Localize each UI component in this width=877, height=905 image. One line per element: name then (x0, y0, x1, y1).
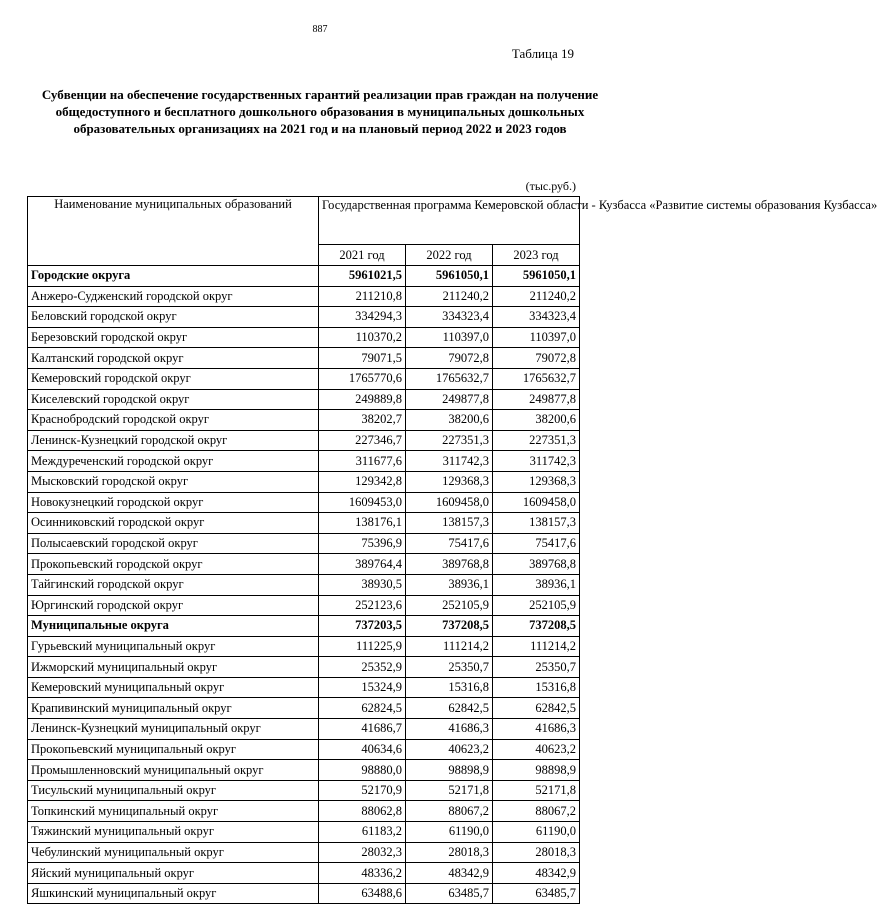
value-2022-cell: 111214,2 (406, 636, 493, 657)
table-row (28, 863, 580, 884)
value-2021-cell: 334294,3 (319, 307, 406, 328)
table-row (28, 883, 580, 904)
value-2021-cell: 110370,2 (319, 327, 406, 348)
value-2021-cell: 41686,7 (319, 719, 406, 740)
value-2021-cell: 15324,9 (319, 677, 406, 698)
row-name-cell: Яшкинский муниципальный округ (28, 883, 319, 904)
value-2021-cell: 211210,8 (319, 286, 406, 307)
row-name-cell: Киселевский городской округ (28, 389, 319, 410)
value-2023-cell: 28018,3 (493, 842, 580, 863)
value-2021-cell: 75396,9 (319, 533, 406, 554)
row-name-cell: Городские округа (28, 266, 319, 287)
row-name-cell: Междуреченский городской округ (28, 451, 319, 472)
value-2022-cell: 211240,2 (406, 286, 493, 307)
value-2021-cell: 38930,5 (319, 574, 406, 595)
table-row (28, 595, 580, 616)
table-row (28, 657, 580, 678)
row-name-cell: Кемеровский городской округ (28, 368, 319, 389)
value-2023-cell: 249877,8 (493, 389, 580, 410)
page-number: 887 (312, 24, 328, 35)
value-2022-cell: 737208,5 (406, 616, 493, 637)
value-2023-cell: 79072,8 (493, 348, 580, 369)
table-row (28, 348, 580, 369)
row-name-cell: Краснобродский городской округ (28, 410, 319, 431)
value-2023-cell: 252105,9 (493, 595, 580, 616)
row-name-cell: Анжеро-Судженский городской округ (28, 286, 319, 307)
value-2021-cell: 38202,7 (319, 410, 406, 431)
value-2023-cell: 334323,4 (493, 307, 580, 328)
value-2022-cell: 389768,8 (406, 554, 493, 575)
value-2023-cell: 5961050,1 (493, 266, 580, 287)
value-2022-cell: 88067,2 (406, 801, 493, 822)
value-2023-cell: 38200,6 (493, 410, 580, 431)
value-2021-cell: 252123,6 (319, 595, 406, 616)
table-row (28, 368, 580, 389)
value-2022-cell: 40623,2 (406, 739, 493, 760)
header-program: Государственная программа Кемеровской области - Кузбасса «Развитие системы образования Кузбасса» (319, 197, 580, 245)
table-body (28, 266, 580, 904)
table-group-row (28, 616, 580, 637)
table-row (28, 822, 580, 843)
row-name-cell: Топкинский муниципальный округ (28, 801, 319, 822)
value-2022-cell: 252105,9 (406, 595, 493, 616)
header-year-2022: 2022 год (406, 245, 493, 266)
header-year-2021: 2021 год (319, 245, 406, 266)
value-2023-cell: 25350,7 (493, 657, 580, 678)
row-name-cell: Чебулинский муниципальный округ (28, 842, 319, 863)
value-2022-cell: 38200,6 (406, 410, 493, 431)
table-row (28, 430, 580, 451)
value-2023-cell: 227351,3 (493, 430, 580, 451)
value-2022-cell: 28018,3 (406, 842, 493, 863)
value-2023-cell: 75417,6 (493, 533, 580, 554)
row-name-cell: Калтанский городской округ (28, 348, 319, 369)
table-row (28, 451, 580, 472)
value-2023-cell: 52171,8 (493, 780, 580, 801)
value-2022-cell: 334323,4 (406, 307, 493, 328)
table-row (28, 574, 580, 595)
value-2021-cell: 311677,6 (319, 451, 406, 472)
row-name-cell: Гурьевский муниципальный округ (28, 636, 319, 657)
value-2023-cell: 211240,2 (493, 286, 580, 307)
table-group-row (28, 266, 580, 287)
table-row (28, 471, 580, 492)
row-name-cell: Осинниковский городской округ (28, 513, 319, 534)
value-2022-cell: 110397,0 (406, 327, 493, 348)
row-name-cell: Мысковский городской округ (28, 471, 319, 492)
row-name-cell: Кемеровский муниципальный округ (28, 677, 319, 698)
value-2022-cell: 52171,8 (406, 780, 493, 801)
value-2021-cell: 48336,2 (319, 863, 406, 884)
value-2022-cell: 311742,3 (406, 451, 493, 472)
row-name-cell: Тайгинский городской округ (28, 574, 319, 595)
table-row (28, 327, 580, 348)
value-2022-cell: 5961050,1 (406, 266, 493, 287)
units-label: (тыс.руб.) (525, 179, 576, 193)
table-row (28, 554, 580, 575)
value-2022-cell: 63485,7 (406, 883, 493, 904)
row-name-cell: Березовский городской округ (28, 327, 319, 348)
row-name-cell: Муниципальные округа (28, 616, 319, 637)
value-2023-cell: 737208,5 (493, 616, 580, 637)
row-name-cell: Прокопьевский городской округ (28, 554, 319, 575)
table-row (28, 636, 580, 657)
row-name-cell: Ленинск-Кузнецкий городской округ (28, 430, 319, 451)
table-row (28, 739, 580, 760)
value-2021-cell: 129342,8 (319, 471, 406, 492)
table-row (28, 513, 580, 534)
value-2023-cell: 1765632,7 (493, 368, 580, 389)
value-2021-cell: 227346,7 (319, 430, 406, 451)
row-name-cell: Беловский городской округ (28, 307, 319, 328)
value-2021-cell: 61183,2 (319, 822, 406, 843)
row-name-cell: Новокузнецкий городской округ (28, 492, 319, 513)
row-name-cell: Крапивинский муниципальный округ (28, 698, 319, 719)
value-2021-cell: 98880,0 (319, 760, 406, 781)
value-2021-cell: 389764,4 (319, 554, 406, 575)
row-name-cell: Ленинск-Кузнецкий муниципальный округ (28, 719, 319, 740)
value-2022-cell: 129368,3 (406, 471, 493, 492)
value-2023-cell: 38936,1 (493, 574, 580, 595)
value-2021-cell: 40634,6 (319, 739, 406, 760)
value-2021-cell: 52170,9 (319, 780, 406, 801)
table-row (28, 410, 580, 431)
value-2022-cell: 25350,7 (406, 657, 493, 678)
value-2021-cell: 1765770,6 (319, 368, 406, 389)
table-label: Таблица 19 (511, 46, 574, 61)
value-2021-cell: 63488,6 (319, 883, 406, 904)
value-2022-cell: 1765632,7 (406, 368, 493, 389)
value-2022-cell: 62842,5 (406, 698, 493, 719)
value-2022-cell: 138157,3 (406, 513, 493, 534)
table-row (28, 286, 580, 307)
value-2022-cell: 227351,3 (406, 430, 493, 451)
subvention-table (27, 196, 877, 904)
value-2021-cell: 1609453,0 (319, 492, 406, 513)
value-2023-cell: 110397,0 (493, 327, 580, 348)
value-2023-cell: 63485,7 (493, 883, 580, 904)
table-row (28, 492, 580, 513)
value-2023-cell: 61190,0 (493, 822, 580, 843)
value-2023-cell: 15316,8 (493, 677, 580, 698)
value-2021-cell: 138176,1 (319, 513, 406, 534)
table-row (28, 780, 580, 801)
table-row (28, 307, 580, 328)
document-title: Субвенции на обеспечение государственных гарантий реализации прав граждан на получение общедоступного и бесплатного дошкольного образования в муниципальных дошкольных образовательных организациях на 2021 год и на плановый период 2022 и 2023 годов (41, 87, 599, 136)
row-name-cell: Юргинский городской округ (28, 595, 319, 616)
row-name-cell: Прокопьевский муниципальный округ (28, 739, 319, 760)
value-2022-cell: 249877,8 (406, 389, 493, 410)
value-2023-cell: 1609458,0 (493, 492, 580, 513)
value-2023-cell: 311742,3 (493, 451, 580, 472)
value-2023-cell: 129368,3 (493, 471, 580, 492)
value-2021-cell: 28032,3 (319, 842, 406, 863)
value-2022-cell: 38936,1 (406, 574, 493, 595)
value-2021-cell: 5961021,5 (319, 266, 406, 287)
value-2023-cell: 48342,9 (493, 863, 580, 884)
row-name-cell: Яйский муниципальный округ (28, 863, 319, 884)
value-2022-cell: 15316,8 (406, 677, 493, 698)
value-2023-cell: 138157,3 (493, 513, 580, 534)
value-2021-cell: 249889,8 (319, 389, 406, 410)
value-2023-cell: 62842,5 (493, 698, 580, 719)
table-row (28, 842, 580, 863)
value-2022-cell: 1609458,0 (406, 492, 493, 513)
table-row (28, 677, 580, 698)
value-2021-cell: 62824,5 (319, 698, 406, 719)
value-2022-cell: 61190,0 (406, 822, 493, 843)
value-2023-cell: 40623,2 (493, 739, 580, 760)
value-2023-cell: 111214,2 (493, 636, 580, 657)
value-2023-cell: 389768,8 (493, 554, 580, 575)
value-2022-cell: 98898,9 (406, 760, 493, 781)
table-row (28, 801, 580, 822)
value-2021-cell: 88062,8 (319, 801, 406, 822)
header-year-2023: 2023 год (493, 245, 580, 266)
table-row (28, 698, 580, 719)
value-2022-cell: 79072,8 (406, 348, 493, 369)
table-row (28, 533, 580, 554)
table-row (28, 389, 580, 410)
row-name-cell: Тяжинский муниципальный округ (28, 822, 319, 843)
value-2023-cell: 98898,9 (493, 760, 580, 781)
value-2023-cell: 41686,3 (493, 719, 580, 740)
row-name-cell: Тисульский муниципальный округ (28, 780, 319, 801)
table-row (28, 760, 580, 781)
value-2022-cell: 48342,9 (406, 863, 493, 884)
value-2021-cell: 111225,9 (319, 636, 406, 657)
table-row (28, 719, 580, 740)
row-name-cell: Промышленновский муниципальный округ (28, 760, 319, 781)
value-2023-cell: 88067,2 (493, 801, 580, 822)
value-2022-cell: 75417,6 (406, 533, 493, 554)
value-2021-cell: 25352,9 (319, 657, 406, 678)
value-2021-cell: 737203,5 (319, 616, 406, 637)
row-name-cell: Ижморский муниципальный округ (28, 657, 319, 678)
row-name-cell: Полысаевский городской округ (28, 533, 319, 554)
value-2021-cell: 79071,5 (319, 348, 406, 369)
header-name-column: Наименование муниципальных образований (28, 197, 319, 266)
value-2022-cell: 41686,3 (406, 719, 493, 740)
